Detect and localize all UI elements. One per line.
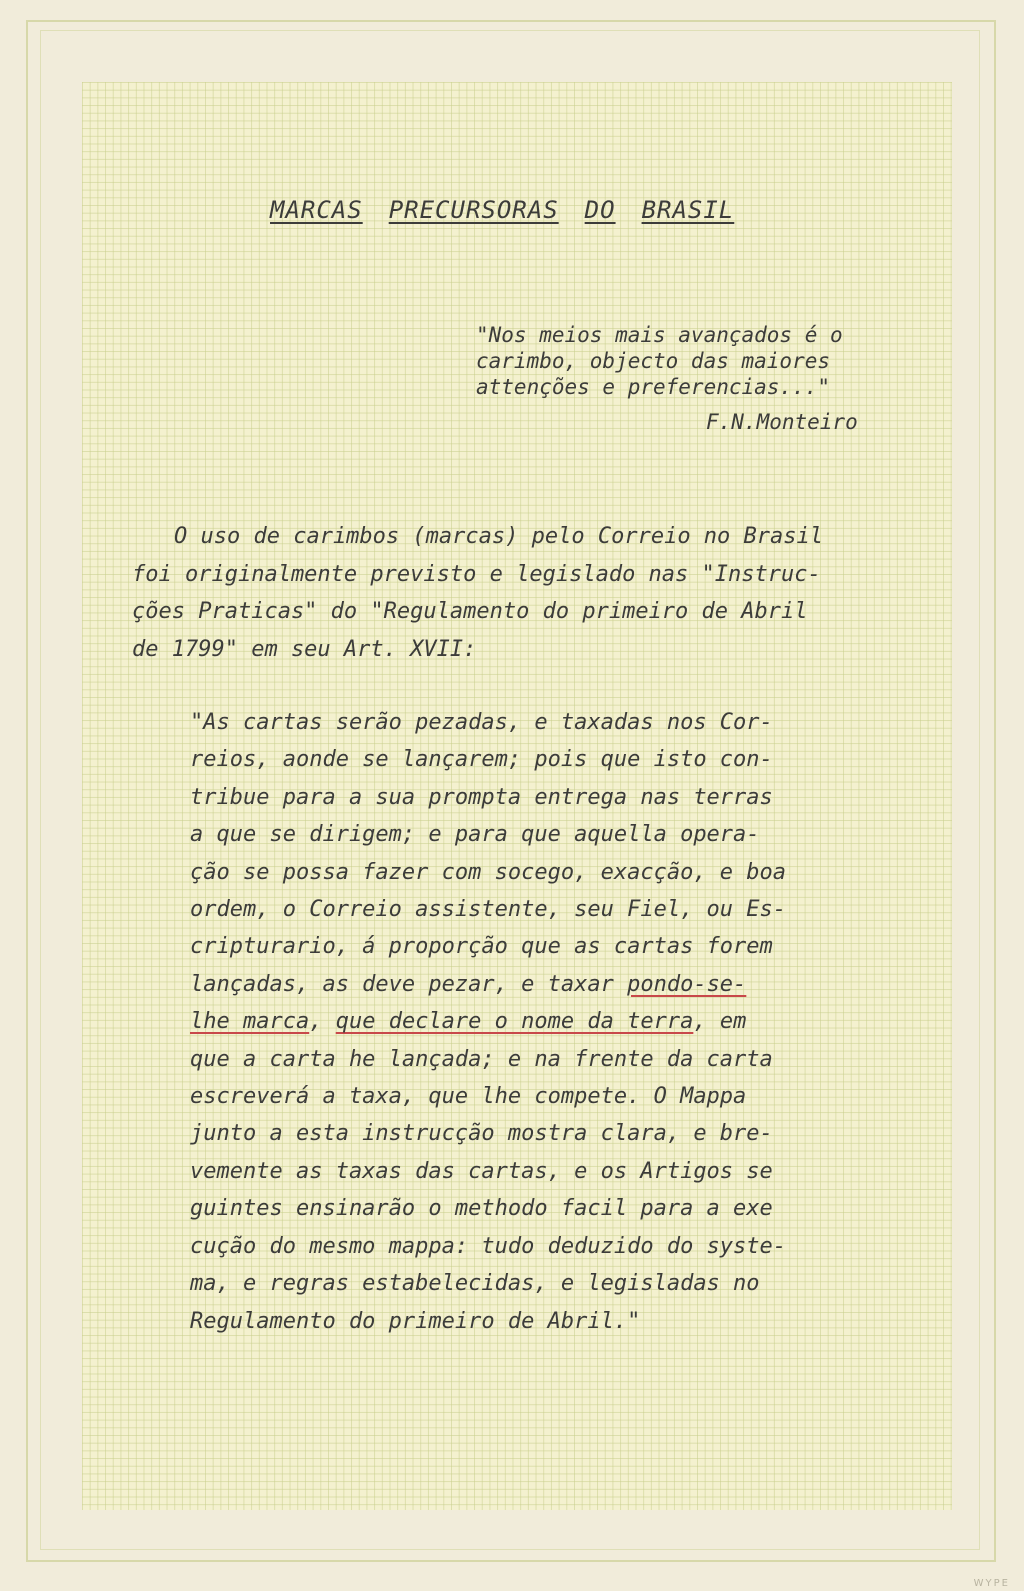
epigraph-author: F.N.Monteiro (706, 410, 858, 434)
red-underlined-text: que declare o nome da terra (335, 1009, 694, 1035)
quote-line: cução do mesmo mappa: tudo deduzido do syste- (190, 1233, 787, 1259)
title-word: BRASIL (641, 196, 735, 224)
regulation-quote (190, 704, 850, 1340)
paragraph-line: O uso de carimbos (marcas) pelo Correio no Brasil (174, 524, 824, 549)
quote-line: que a carta he lançada; e na frente da carta (190, 1046, 773, 1072)
epigraph-line: carimbo, objecto das maiores (476, 349, 831, 373)
quote-text: lançadas, as deve pezar, e taxar (190, 971, 628, 997)
title-word: MARCAS (270, 196, 363, 224)
epigraph-line: "Nos meios mais avançados é o (476, 323, 843, 347)
paragraph-line: foi originalmente previsto e legislado nas "Instruc- (132, 561, 821, 587)
quote-line: ção se possa fazer com socego, exacção, e boa (190, 859, 787, 885)
page-title (270, 196, 750, 224)
quote-line: guintes ensinarão o methodo facil para a exe (190, 1196, 773, 1222)
quote-line: ma, e regras estabelecidas, e legisladas no (190, 1271, 760, 1297)
epigraph (476, 322, 906, 400)
paragraph-line: de 1799" em seu Art. XVII: (132, 636, 477, 662)
quote-line: cripturario, á proporção que as cartas forem (190, 934, 773, 960)
quote-line: escreverá a taxa, que lhe compete. O Mappa (190, 1084, 747, 1110)
quote-line: vemente as taxas das cartas, e os Artigos se (190, 1158, 773, 1184)
quote-line: a que se dirigem; e para que aquella opera- (190, 822, 760, 848)
red-underlined-text: pondo-se- (627, 971, 747, 997)
red-underlined-text: lhe marca (190, 1009, 310, 1035)
corner-watermark: WYPE (973, 1578, 1010, 1589)
intro-paragraph (132, 518, 912, 668)
quote-text: , em (693, 1009, 747, 1035)
paragraph-line: ções Praticas" do "Regulamento do primeiro de Abril (132, 599, 808, 624)
title-word: DO (584, 196, 616, 224)
quote-line: "As cartas serão pezadas, e taxadas nos Cor- (190, 710, 773, 735)
quote-line: tribue para a sua prompta entrega nas terras (190, 784, 773, 810)
quote-line: junto a esta instrucção mostra clara, e bre- (190, 1121, 773, 1147)
quote-text: , (309, 1009, 336, 1035)
title-word: PRECURSORAS (388, 196, 559, 224)
quote-line: Regulamento do primeiro de Abril." (190, 1308, 641, 1334)
quote-line (190, 966, 850, 1003)
epigraph-line: attenções e preferencias..." (476, 375, 831, 399)
quote-line: reios, aonde se lançarem; pois que isto con- (190, 747, 773, 773)
quote-line (190, 1003, 850, 1040)
quote-line: ordem, o Correio assistente, seu Fiel, ou Es- (190, 897, 787, 923)
